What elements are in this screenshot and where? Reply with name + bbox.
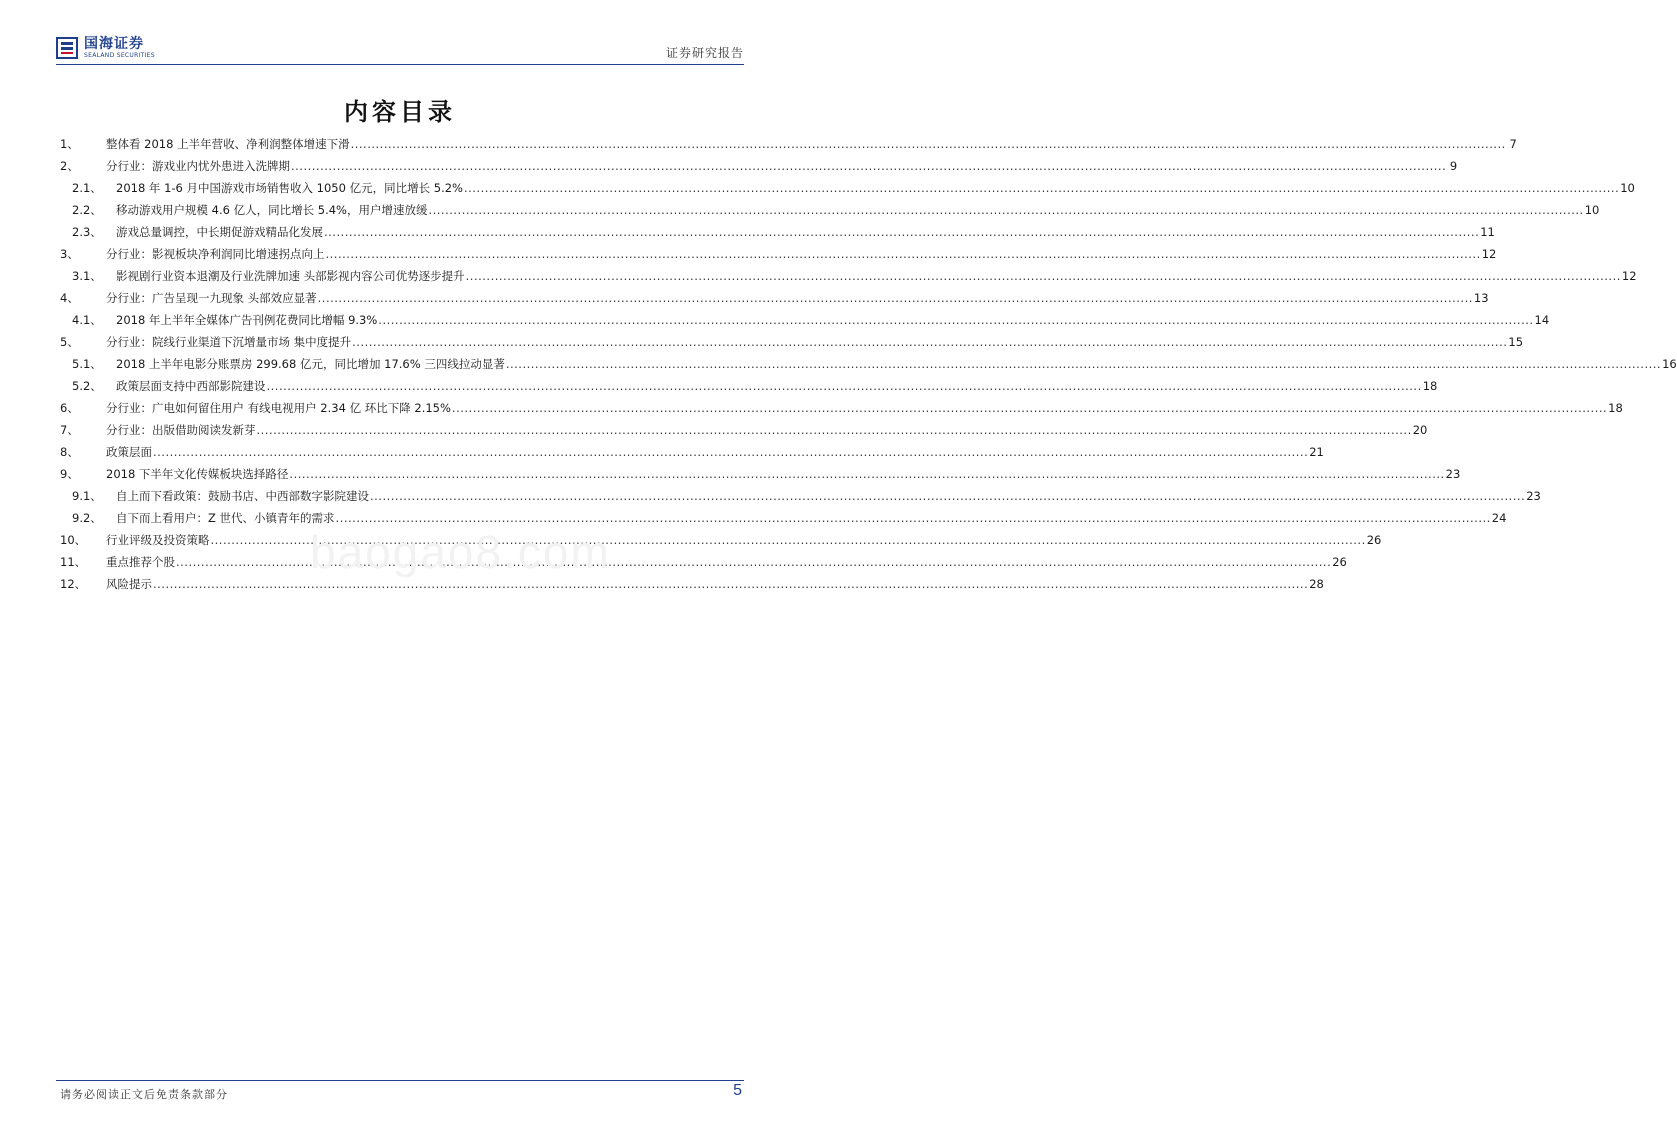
toc-entry-title: 政策层面 [106, 445, 152, 459]
toc-entry-number: 2、 [60, 159, 79, 173]
toc-entry-page: 10 [1584, 203, 1600, 217]
toc-entry-number: 5.2、 [72, 379, 102, 393]
toc-leader-dots [291, 155, 1446, 177]
toc-entry-number: 9、 [60, 467, 79, 481]
toc-entry-page: 23 [1526, 489, 1541, 503]
toc-leader-dots [428, 199, 1583, 221]
toc-entry-number: 2.2、 [72, 203, 102, 217]
toc-leader-dots [370, 485, 1525, 507]
toc-entry-title: 政策层面支持中西部影院建设 [116, 379, 266, 393]
toc-entry-page: 26 [1366, 533, 1382, 547]
toc-entry-title: 风险提示 [106, 577, 152, 591]
toc-entry-number: 6、 [60, 401, 79, 415]
toc-leader-dots [466, 265, 1621, 287]
toc-entry-number: 3、 [60, 247, 79, 261]
toc-entry-page: 7 [1509, 137, 1517, 151]
toc-entry-title: 2018 下半年文化传媒板块选择路径 [106, 467, 289, 481]
toc-entry-number: 7、 [60, 423, 79, 437]
toc-leader-dots [452, 397, 1607, 419]
toc-entry[interactable] [60, 485, 1541, 507]
toc-entry[interactable] [60, 221, 1495, 243]
toc-leader-dots [257, 419, 1412, 441]
toc-leader-dots [352, 331, 1507, 353]
toc-entry[interactable] [60, 133, 1517, 155]
toc-leader-dots [378, 309, 1533, 331]
toc-entry-page: 24 [1491, 511, 1507, 525]
page-title: 内容目录 [344, 98, 456, 126]
toc-entry-number: 5、 [60, 335, 79, 349]
company-name-en: SEALAND SECURITIES [84, 52, 155, 59]
toc-entry-title: 行业评级及投资策略 [106, 533, 210, 547]
toc-entry[interactable] [60, 287, 1489, 309]
toc-entry-number: 8、 [60, 445, 79, 459]
watermark: baogao8.com [310, 526, 611, 578]
toc-entry-page: 9 [1449, 159, 1458, 173]
toc-entry-number: 12、 [60, 577, 87, 591]
toc-entry-page: 14 [1534, 313, 1550, 327]
toc-entry[interactable] [60, 155, 1458, 177]
toc-entry[interactable] [60, 177, 1635, 199]
toc-entry-number: 11、 [60, 555, 87, 569]
toc-entry-number: 9.1、 [72, 489, 102, 503]
company-logo [56, 36, 155, 60]
header-divider [56, 64, 744, 65]
toc-entry-title: 自上而下看政策：鼓励书店、中西部数字影院建设 [116, 489, 369, 503]
toc-entry[interactable] [60, 331, 1524, 353]
footer-divider [56, 1080, 744, 1081]
toc-entry-page: 16 [1662, 357, 1677, 371]
toc-entry-number: 4.1、 [72, 313, 102, 327]
toc-entry[interactable] [60, 419, 1428, 441]
toc-entry-title: 移动游戏用户规模 4.6 亿人，同比增长 5.4%，用户增速放缓 [116, 203, 428, 217]
toc-entry[interactable] [60, 441, 1324, 463]
toc-entry-title: 分行业：影视板块净利润同比增速拐点向上 [106, 247, 325, 261]
toc-entry-page: 18 [1608, 401, 1623, 415]
toc-entry[interactable] [60, 243, 1497, 265]
toc-entry-title: 分行业：游戏业内忧外患进入洗牌期 [106, 159, 290, 173]
toc-leader-dots [324, 221, 1479, 243]
toc-entry-title: 2018 年 1-6 月中国游戏市场销售收入 1050 亿元，同比增长 5.2% [116, 181, 463, 195]
toc-entry[interactable] [60, 463, 1461, 485]
footer-disclaimer: 请务必阅读正文后免责条款部分 [60, 1088, 228, 1101]
toc-entry-number: 2.3、 [72, 225, 102, 239]
toc-entry[interactable] [60, 199, 1600, 221]
toc-entry-number: 5.1、 [72, 357, 102, 371]
toc-entry[interactable] [60, 309, 1550, 331]
toc-entry-title: 2018 上半年电影分账票房 299.68 亿元，同比增加 17.6% 三四线拉动显著 [116, 357, 505, 371]
toc-leader-dots [506, 353, 1661, 375]
toc-entry-page: 15 [1508, 335, 1524, 349]
toc-entry-title: 2018 年上半年全媒体广告刊例花费同比增幅 9.3% [116, 313, 378, 327]
toc-entry-page: 12 [1481, 247, 1497, 261]
toc-entry[interactable] [60, 353, 1677, 375]
toc-entry-title: 分行业：广告呈现一九现象 头部效应显著 [106, 291, 317, 305]
toc-entry-number: 9.2、 [72, 511, 102, 525]
toc-entry[interactable] [60, 397, 1623, 419]
toc-entry-page: 21 [1309, 445, 1324, 459]
company-name-cn: 国海证券 [84, 36, 144, 52]
toc-entry-page: 11 [1480, 225, 1495, 239]
toc-entry-page: 10 [1620, 181, 1635, 195]
toc-entry-number: 1、 [60, 137, 79, 151]
toc-entry-number: 2.1、 [72, 181, 102, 195]
toc-entry-number: 3.1、 [72, 269, 102, 283]
toc-leader-dots [267, 375, 1422, 397]
toc-entry-title: 影视剧行业资本退潮及行业洗牌加速 头部影视内容公司优势逐步提升 [116, 269, 465, 283]
toc-entry-page: 20 [1412, 423, 1428, 437]
toc-entry-page: 23 [1445, 467, 1461, 481]
page-header [56, 32, 744, 68]
report-type: 证券研究报告 [665, 46, 744, 60]
toc-entry-page: 26 [1332, 555, 1347, 569]
toc-leader-dots [351, 133, 1506, 155]
toc-entry-title: 整体看 2018 上半年营收、净利润整体增速下滑 [106, 137, 350, 151]
toc-entry-page: 13 [1473, 291, 1489, 305]
toc-entry-number: 10、 [60, 533, 87, 547]
toc-entry[interactable] [60, 265, 1637, 287]
toc-entry-number: 4、 [60, 291, 79, 305]
toc-leader-dots [153, 441, 1308, 463]
toc-leader-dots [464, 177, 1619, 199]
toc-entry-title: 分行业：院线行业渠道下沉增量市场 集中度提升 [106, 335, 352, 349]
toc-entry-title: 重点推荐个股 [106, 555, 175, 569]
toc-entry-page: 28 [1309, 577, 1324, 591]
toc-entry-title: 分行业：出版借助阅读发新芽 [106, 423, 256, 437]
sealand-logo-icon [56, 37, 78, 59]
page-number: 5 [733, 1082, 742, 1099]
toc-entry-page: 12 [1621, 269, 1637, 283]
toc-entry-title: 自下而上看用户：Z 世代、小镇青年的需求 [116, 511, 335, 525]
toc-leader-dots [289, 463, 1444, 485]
toc-leader-dots [318, 287, 1473, 309]
toc-entry-title: 分行业：广电如何留住用户 有线电视用户 2.34 亿 环比下降 2.15% [106, 401, 451, 415]
toc-entry-page: 18 [1422, 379, 1438, 393]
toc-entry-title: 游戏总量调控，中长期促游戏精品化发展 [116, 225, 323, 239]
toc-leader-dots [326, 243, 1481, 265]
toc-entry[interactable] [60, 375, 1438, 397]
